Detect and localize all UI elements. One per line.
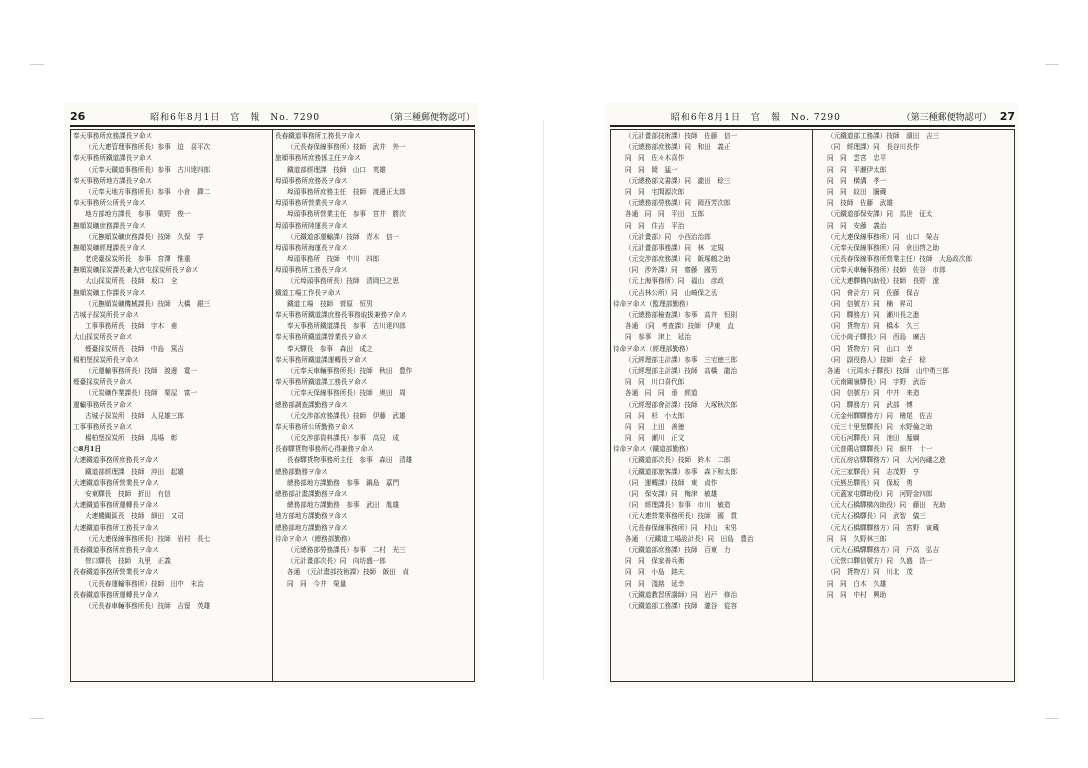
text-line: 工事事務所長 技師 宇木 甫 xyxy=(85,322,178,331)
text-line: 奉天事務所鐵道課運轉長ヲ命ス xyxy=(275,355,368,364)
text-line: （同 貨物方）同 山口 幸 xyxy=(827,344,913,353)
text-line: （元奉天鐵道事務所長）参事 古川達四郎 xyxy=(85,165,211,174)
text-line: 各通 （元計畫部技術課）技師 飯田 貞 xyxy=(287,568,409,577)
text-line: 同 同 瀬川 正文 xyxy=(625,434,685,443)
text-line: 奉天事務所鐵道課庶務長事務取扱兼務ヲ命ス xyxy=(275,311,407,319)
text-line: 運輸事務所長ヲ命ス xyxy=(73,400,133,409)
text-line: （元鐵道部旅客課）参事 森下和太郎 xyxy=(625,467,738,476)
text-line: （元鐵道部保安課）同 馬世 征太 xyxy=(827,210,933,219)
text-line: 同 同 岡 猛一 xyxy=(625,165,678,174)
text-line: 同 参事 津上 延治 xyxy=(625,333,691,342)
text-line: （元大石橋驛構內助役）同 藤田 光助 xyxy=(827,501,946,510)
text-line: （元鐵道部運輸課）技師 青木 信一 xyxy=(287,232,400,241)
header-rule xyxy=(610,125,1015,127)
right-page-header xyxy=(610,109,1015,123)
text-line: （同 貨物方）同 橋本 久三 xyxy=(827,322,920,331)
text-line: （元撫順炭礦庶務課長）技師 久保 学 xyxy=(85,232,204,241)
text-line: 總務部地方課勤務ヲ命ス xyxy=(275,523,348,532)
text-line: 同 同 平瀬伊太郎 xyxy=(827,165,887,174)
text-line: 埠頭事務所工務長ヲ命ス xyxy=(275,266,348,275)
text-line: （元普蘭店驛驛長）同 細井 十一 xyxy=(827,445,933,454)
text-line: 長春鐵道事務所庶務長ヲ命ス xyxy=(73,545,159,554)
text-line: （元蓋家屯驛助役）同 河野金四郎 xyxy=(827,490,933,498)
text-line: 地方部地方課長 参事 栗野 俊一 xyxy=(85,210,191,219)
text-line: 奉天事務所鐵道課營業長ヲ命ス xyxy=(275,333,368,342)
text-line: 煙臺採炭所長 技師 中島 篤吉 xyxy=(85,344,184,353)
text-line: （同 貨物方）同 川北 茂 xyxy=(827,568,913,577)
text-line: （元大連營業事務所長）技師 國 貫 xyxy=(625,512,738,521)
text-line: （元奉天車輛事務所長）技師 秋田 豊作 xyxy=(287,366,413,375)
text-line: （元總務部勞務課長）参事 二村 光三 xyxy=(287,545,406,554)
margin-mark xyxy=(30,64,44,65)
page-number: 26 xyxy=(70,110,86,123)
text-line: （元埠頭事務所長）技師 清岡巳之思 xyxy=(287,277,400,286)
text-line: 長春鐵道事務所營業長ヲ命ス xyxy=(73,568,159,577)
text-line: 奉天事務所公所長ヲ命ス xyxy=(73,199,146,208)
text-line: 各通 （同 考查課）技師 伊東 直 xyxy=(625,322,734,331)
text-line: 長春驛貨物事務所心得兼務ヲ命ス xyxy=(275,445,374,454)
text-line: （元大連驛構內助役）技師 長野 遼 xyxy=(827,277,940,286)
text-line: 地方部地方課勤務ヲ命ス xyxy=(275,512,348,521)
text-line: 大連鐵道事務所營業長ヲ命ス xyxy=(73,478,159,487)
text-line: 總務部地方課勤務 参事 鍋島 嘉門 xyxy=(287,478,400,487)
text-line: 同 同 横溝 孝一 xyxy=(827,176,887,185)
text-line: （元長春運輸事務所）技師 田中 末治 xyxy=(85,579,204,588)
text-line: 同 同 安藤 義治 xyxy=(827,221,887,230)
left-page xyxy=(64,103,479,688)
text-line: （同 驛務方）同 武部 博 xyxy=(827,400,913,409)
header-note: （第三種郵便物認可） xyxy=(901,113,992,123)
text-line: （元總務部庶務課）同 和田 義正 xyxy=(625,143,731,152)
text-line: 古城子採炭所長ヲ命ス xyxy=(73,311,139,319)
text-line: 大山採炭所長 技師 坂口 全 xyxy=(85,277,178,286)
header-title: 昭和6年8月1日 官 報 No. 7290 xyxy=(670,113,841,123)
text-line: 鐵道部經理課 技師 沖田 起雄 xyxy=(85,467,184,476)
text-line: （元大石橋驛驛務方）同 宮野 寅蔵 xyxy=(827,523,940,532)
text-line: （元奉天地方事務所長）参事 小倉 鐸二 xyxy=(85,187,211,196)
text-line: （元總務部文書課）同 瀧田 稔三 xyxy=(625,176,731,185)
text-line: （同 驛務方）同 瀬川長之進 xyxy=(827,311,920,319)
text-line: （元經理部會計課）技師 大塚秋次郎 xyxy=(625,400,738,409)
text-line: 奉天驛長 参事 森田 成之 xyxy=(287,344,373,353)
text-line: （元鐵道部次長）技師 鈴木 二郎 xyxy=(625,456,731,465)
text-line: （同 運轉課）技師 東 貞作 xyxy=(625,478,718,487)
text-line: （元撫順炭礦機械課長）技師 大橋 銀三 xyxy=(85,299,211,308)
text-line: 同 同 佐々木喜作 xyxy=(625,154,685,163)
text-line: （元大連管理事務所長）参事 迫 喜平次 xyxy=(85,143,211,152)
text-line: 待命ヲ命ス（監理部勤務） xyxy=(613,299,693,308)
text-line: 同 同 住吉 平治 xyxy=(625,221,685,230)
text-line: 待命ヲ命ス（鐵道部勤務） xyxy=(613,445,693,454)
text-line: （元總務部檢查課）参事 高井 恒則 xyxy=(625,311,738,319)
text-line: （元營口驛信號方）同 久盛 浩一 xyxy=(827,557,933,566)
text-line: 旅順事務所庶務係主任ヲ命ス xyxy=(275,154,361,163)
text-line: （元三十里堡驛長）同 水野倫之助 xyxy=(827,422,933,431)
text-line: 安東驛長 技師 折田 有信 xyxy=(85,490,171,498)
text-line: 長春鐵道事務所運轉長ヲ命ス xyxy=(73,590,159,599)
text-line: 營口驛長 技師 丸里 正義 xyxy=(85,557,171,566)
text-line: （元計畫部次長）同 向坊盛一郎 xyxy=(287,557,386,566)
text-line: 奉天事務所鐵道課工務長ヲ命ス xyxy=(275,378,368,387)
text-line: 大連鐵道事務所庶務長ヲ命ス xyxy=(73,456,159,465)
text-column xyxy=(611,130,812,681)
text-line: 奉天事務所鐵道課長ヲ命ス xyxy=(73,154,153,163)
text-line: （同 渉外課）同 齋藤 國男 xyxy=(625,266,718,275)
right-page xyxy=(604,103,1019,688)
text-line: （元奉天保線事務所長）技師 奥田 周 xyxy=(287,389,406,398)
page-number: 27 xyxy=(999,110,1015,123)
text-line: （元南關嶺驛長）同 宇野 武治 xyxy=(827,378,926,387)
left-page-header xyxy=(70,109,475,123)
text-line: （元吉林公所）同 山崎保之丞 xyxy=(625,288,718,297)
text-line: 同 同 久野林三郎 xyxy=(827,534,887,543)
text-line: （元大石橋驛長）同 武智 儀三 xyxy=(827,512,926,521)
text-line: 待命ヲ命ス（經理部勤務） xyxy=(613,344,693,353)
text-line: （元三家驛長）同 志茂野 亨 xyxy=(827,467,920,476)
text-line: （元金州驛驛務方）同 檜尾 佐吉 xyxy=(827,411,933,420)
text-line: （元經理部主計課）参事 三宅徳三郎 xyxy=(625,355,738,364)
text-line: 撫順炭礦工作課長ヲ命ス xyxy=(73,288,146,297)
text-line: 大連鐵道事務所運轉長ヲ命ス xyxy=(73,501,159,510)
text-line: 同 同 白木 久雄 xyxy=(827,579,887,588)
text-line: 埠頭事務所營業主任 参事 宮井 勝次 xyxy=(287,210,406,219)
header-title: 昭和6年8月1日 官 報 No. 7290 xyxy=(150,113,321,123)
text-line: （元鐵道部工務課）技師 瀧谷 從容 xyxy=(625,601,738,610)
text-line: （元瓦房店驛驛務方）同 大河內礒之進 xyxy=(827,456,946,465)
text-line: 大山採炭所長ヲ命ス xyxy=(73,333,133,342)
text-line: 鐵道工場工作長ヲ命ス xyxy=(275,288,341,297)
text-line: 老虎臺採炭所長 参事 宮澤 惟重 xyxy=(85,255,191,264)
text-line: （元奉天車輛事務所）技師 佐谷 市郎 xyxy=(827,266,946,275)
text-column xyxy=(71,130,272,681)
text-line: （元炭礦作業課長）技師 栗屋 富一 xyxy=(85,389,198,398)
text-line: 同 同 今井 榮量 xyxy=(287,579,347,588)
text-line: （元長春保線事務所）同 村山 末男 xyxy=(625,523,738,532)
text-line: 待命ヲ命ス（總務部勤務） xyxy=(275,534,355,543)
text-line: 同 同 小島 銘夫 xyxy=(625,568,685,577)
text-line: 各通 同 同 平田 五郎 xyxy=(625,210,705,219)
left-page-frame xyxy=(70,129,475,682)
text-line: 各通 （元周水子驛長）技師 山中勇三郎 xyxy=(827,366,949,375)
text-line: 埠頭事務所 技師 中川 四郎 xyxy=(287,255,380,264)
text-line: （同 會計方）同 佐藤 保吉 xyxy=(827,288,920,297)
text-line: （元大連保線事務所）同 山口 榮吉 xyxy=(827,232,940,241)
text-line: 撫順炭礦經理課長ヲ命ス xyxy=(73,243,146,252)
text-line: （同 副役務人）技師 金子 稔 xyxy=(827,355,926,364)
text-line: 楊柏堡採炭所長ヲ命ス xyxy=(73,355,139,364)
text-line: （同 經理課長）参事 市川 敏造 xyxy=(625,501,731,510)
text-line: 楊柏堡採炭所 技師 馬場 彰 xyxy=(85,434,178,443)
text-line: 鐵道工場 技師 菅原 恒男 xyxy=(287,299,373,308)
text-line: ○8月1日 xyxy=(73,445,102,454)
text-line: （元小崗子驛長）同 西島 廣吉 xyxy=(827,333,926,342)
text-line: 埠頭事務所陸運長ヲ命ス xyxy=(275,221,348,230)
text-line: 撫順炭礦庶務課長ヲ命ス xyxy=(73,221,146,230)
text-line: 總務部調查課勤務ヲ命ス xyxy=(275,400,348,409)
text-line: （元鐵道部庶務課）技師 百東 力 xyxy=(625,545,731,554)
text-line: 撫順炭礦採炭課長兼大官屯採炭所長ヲ命ス xyxy=(73,266,199,275)
text-line: （同 信號方）同 中井 来造 xyxy=(827,389,920,398)
margin-mark xyxy=(1045,718,1059,719)
header-note: （第三種郵便物認可） xyxy=(384,113,475,123)
text-line: 同 同 保家善兵衛 xyxy=(625,557,685,566)
text-line: 埠頭事務所庶務主任 技師 渡邊正太郎 xyxy=(287,187,406,196)
text-line: （元上海事務所）同 福山 彦政 xyxy=(625,277,724,286)
text-line: 工事事務所長ヲ命ス xyxy=(73,422,133,431)
text-line: 同 同 淺銘 延幸 xyxy=(625,579,685,588)
right-page-frame xyxy=(610,129,1015,682)
text-line: 同 同 宅間源次郎 xyxy=(625,187,685,196)
text-line: （元大石橋驛驛務方）同 戸高 弘吉 xyxy=(827,545,940,554)
text-line: 大連機關區長 技師 細田 又司 xyxy=(85,512,184,521)
text-line: 埠頭事務所庶務長ヲ命ス xyxy=(275,176,348,185)
text-line: 奉天事務所地方課長ヲ命ス xyxy=(73,176,153,185)
text-line: 各通 （元鐵道工場設計長）同 田島 豊治 xyxy=(625,534,754,543)
text-line: （元熊岳驛長）同 保坂 勇 xyxy=(827,478,913,487)
text-line: （元經理部主計課）技師 高橋 龍治 xyxy=(625,366,738,375)
text-line: 同 同 雲宮 忠平 xyxy=(827,154,887,163)
text-line: 各通 同 同 垂 經道 xyxy=(625,389,698,398)
text-line: （元長春保線事務所營業主任）技師 大島政次郎 xyxy=(827,255,973,264)
text-line: 奉天事務所鐵道課長 参事 古川達四郎 xyxy=(287,322,406,331)
text-line: 長春鐵道事務所工務長ヲ命ス xyxy=(275,132,361,140)
text-line: 奉天事務所公所勤務ヲ命ス xyxy=(275,422,355,431)
header-rule xyxy=(70,125,475,127)
text-line: 總務部勤務ヲ命ス xyxy=(275,467,328,476)
text-line: （元交渉部庶務課）同 飯塚鶴之助 xyxy=(625,255,731,264)
text-line: （元長春車輛事務所長）技師 吉留 英雄 xyxy=(85,601,211,610)
text-line: 同 同 紋田 騰蔵 xyxy=(827,187,887,196)
text-line: 總務部地方課勤務 参事 武田 胤雄 xyxy=(287,501,400,510)
text-line: （同 保安課）同 梅津 敏雄 xyxy=(625,490,718,498)
text-line: （元大連保線事務所長）技師 岩村 長七 xyxy=(85,534,211,543)
text-line: 同 同 杉 小太郎 xyxy=(625,411,685,420)
text-line: 埠頭事務所海運長ヲ命ス xyxy=(275,243,348,252)
text-line: （元交渉部資料課長）参事 高見 成 xyxy=(287,434,400,443)
text-line: 煙臺採炭所長ヲ命ス xyxy=(73,378,133,387)
text-line: 奉天事務所庶務課長ヲ命ス xyxy=(73,132,153,140)
text-line: 鐵道部經理課 技師 山口 英雄 xyxy=(287,165,386,174)
text-line: （元運輸事務所長）技師 渡邊 寛一 xyxy=(85,366,198,375)
text-line: （元計畫部事務課）同 林 定規 xyxy=(625,243,724,252)
text-line: 古城子採炭所 技師 人見雄三郎 xyxy=(85,411,184,420)
text-line: （元計畫部技術課）技師 佐藤 信一 xyxy=(625,132,738,140)
text-line: （元鐵道部工務課）技師 濱田 吉三 xyxy=(827,132,940,140)
text-line: （同 經理課）同 長谷川長作 xyxy=(827,143,920,152)
text-column xyxy=(272,130,474,681)
fold-line xyxy=(543,120,544,680)
text-line: 同 同 上田 善徳 xyxy=(625,422,685,431)
text-line: （元長春保線事務所）技師 武井 外一 xyxy=(287,143,406,152)
margin-mark xyxy=(30,718,44,719)
text-line: （元鐵道教習所講師）同 岩戸 修治 xyxy=(625,590,738,599)
text-line: （元總務部勞務課）同 岡西芳次郎 xyxy=(625,199,731,208)
text-line: （同 信號方）同 楠 昇司 xyxy=(827,299,913,308)
text-line: 同 同 中村 興助 xyxy=(827,590,887,599)
text-line: 大連鐵道事務所工務長ヲ命ス xyxy=(73,523,159,532)
text-line: 總務部計畫課勤務ヲ命ス xyxy=(275,490,348,498)
margin-mark xyxy=(1045,64,1059,65)
text-line: （元石河驛長）同 池田 厖綱 xyxy=(827,434,920,443)
text-line: 同 同 川口喜代郎 xyxy=(625,378,685,387)
text-line: （元交渉部庶務課長）技師 伊藤 武雄 xyxy=(287,411,406,420)
text-line: （元計畫部）同 小西治治郎 xyxy=(625,232,711,241)
text-line: （元奉天保線事務所）同 倉田啓之助 xyxy=(827,243,940,252)
text-line: 同 技師 佐藤 武雄 xyxy=(827,199,893,208)
text-line: 埠頭事務所營業長ヲ命ス xyxy=(275,199,348,208)
text-column xyxy=(812,130,1014,681)
text-line: 長春驛貨物事務所主任 参事 森田 清雄 xyxy=(287,456,413,465)
